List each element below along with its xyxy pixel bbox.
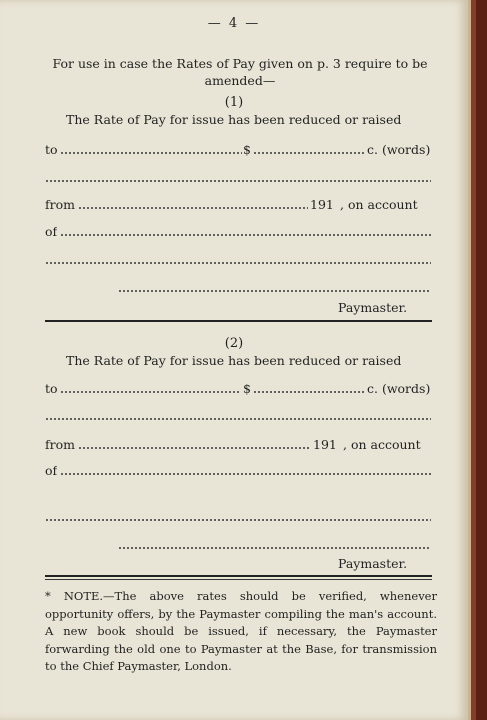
section-2-signature-field[interactable] (118, 547, 431, 549)
section-1-dollar-sign: $ (243, 142, 251, 157)
section-1-cents-label: c. (words) (367, 142, 431, 157)
section-2-intro: The Rate of Pay for issue has been reduced or raised (66, 353, 402, 368)
section-1-signature-field[interactable] (118, 290, 431, 292)
page-number: — 4 — (207, 16, 261, 31)
section-1-divider (45, 320, 432, 322)
section-1-account-label: , on account (340, 197, 418, 212)
section-2-number: (2) (224, 336, 244, 351)
section-2-from-field[interactable] (78, 447, 310, 449)
section-1-from-field[interactable] (78, 207, 308, 209)
section-2-to-field[interactable] (60, 391, 240, 393)
section-2-cents-label: c. (words) (367, 381, 431, 396)
section-1-year-label: 191 (310, 197, 334, 212)
section-1-extra-field[interactable] (45, 262, 431, 264)
section-2-extra-field[interactable] (45, 519, 431, 521)
section-2-signature-label: Paymaster. (338, 556, 408, 571)
section-1-intro: The Rate of Pay for issue has been reduced or raised (66, 112, 402, 127)
section-1-of-label: of (45, 224, 58, 239)
verification-note: * NOTE.—The above rates should be verified, whenever opportunity offers, by the Paymaster compiling the man's account. A new book should be issued, if necessary, the Paymaster forwarding the old one to Paymaster at the Base, for transmission to the Chief Paymaster, London. (45, 589, 437, 673)
form-heading: For use in case the Rates of Pay given on p. 3 require to be amended— (52, 56, 428, 88)
section-2-of-label: of (45, 463, 58, 478)
section-2-year-label: 191 (313, 437, 337, 452)
section-2-cents-field[interactable] (253, 391, 365, 393)
section-2-dollar-sign: $ (243, 381, 251, 396)
section-2-of-field[interactable] (60, 473, 431, 475)
section-1-of-field[interactable] (60, 234, 431, 236)
section-1-to-label: to (45, 142, 58, 157)
section-2-account-label: , on account (343, 437, 421, 452)
section-2-from-label: from (45, 437, 75, 452)
section-2-divider (45, 575, 432, 577)
book-binding (468, 0, 487, 720)
section-2-divider-thin (45, 579, 432, 580)
section-1-signature-label: Paymaster. (338, 300, 408, 315)
section-1-words-field[interactable] (45, 180, 431, 182)
section-2-words-field[interactable] (45, 418, 431, 420)
section-2-to-label: to (45, 381, 58, 396)
section-1-from-label: from (45, 197, 75, 212)
section-1-to-field[interactable] (60, 152, 242, 154)
section-1-cents-field[interactable] (253, 152, 365, 154)
section-1-number: (1) (224, 95, 244, 110)
